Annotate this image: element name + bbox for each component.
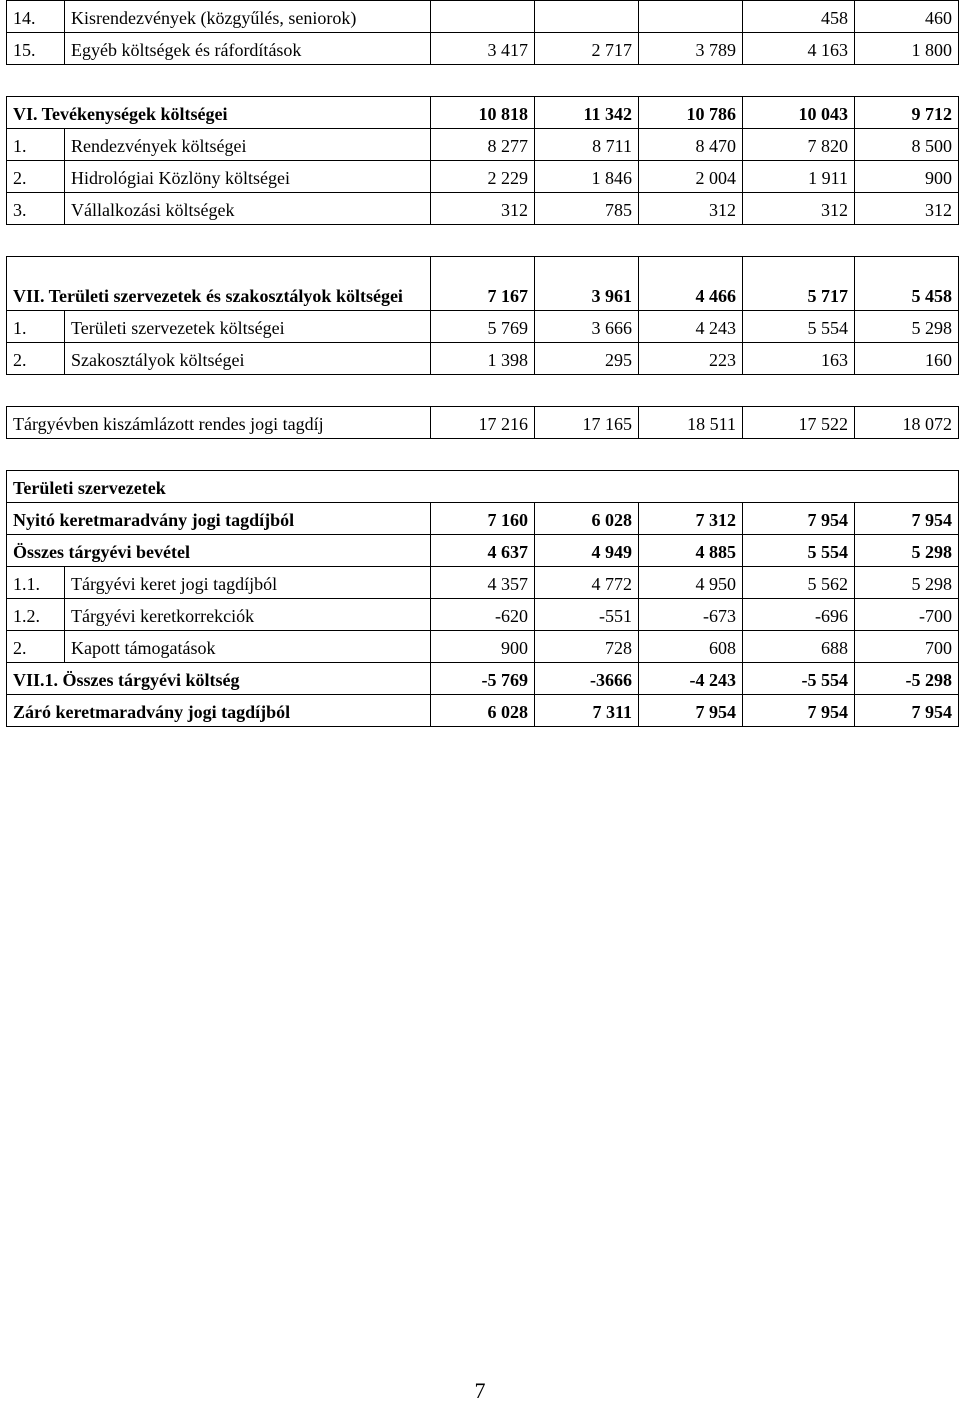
cell-value: 1 398	[431, 343, 535, 375]
cell-value: 2 229	[431, 161, 535, 193]
cell-value: -620	[431, 599, 535, 631]
row-label: Szakosztályok költségei	[65, 343, 431, 375]
cell-value: -551	[535, 599, 639, 631]
row-index: 2.	[7, 161, 65, 193]
cell-value: -4 243	[639, 663, 743, 695]
cell-value: 728	[535, 631, 639, 663]
table-row	[7, 599, 959, 631]
table-row	[7, 663, 959, 695]
cell-value: 3 789	[639, 33, 743, 65]
table-spacer	[7, 225, 959, 257]
table-row	[7, 193, 959, 225]
cell-value: 5 554	[743, 311, 855, 343]
cell-value: 900	[431, 631, 535, 663]
table-row	[7, 503, 959, 535]
cell-value: 312	[639, 193, 743, 225]
cell-value: 10 818	[431, 97, 535, 129]
cell-value: 8 711	[535, 129, 639, 161]
cell-value: 18 511	[639, 407, 743, 439]
table-spacer	[7, 375, 959, 407]
row-index: 2.	[7, 343, 65, 375]
row-label: Rendezvények költségei	[65, 129, 431, 161]
table-row	[7, 695, 959, 727]
table-row	[7, 161, 959, 193]
table-row	[7, 471, 959, 503]
table-row	[7, 407, 959, 439]
cell-value: 163	[743, 343, 855, 375]
cell-value: 3 666	[535, 311, 639, 343]
table-row	[7, 97, 959, 129]
row-label: Kisrendezvények (közgyűlés, seniorok)	[65, 1, 431, 33]
cell-value: 18 072	[855, 407, 959, 439]
cell-value: 5 458	[855, 257, 959, 311]
cell-value: 7 954	[743, 695, 855, 727]
cell-value: 458	[743, 1, 855, 33]
cell-value: 312	[743, 193, 855, 225]
cell-value: 7 167	[431, 257, 535, 311]
cell-value: 5 298	[855, 535, 959, 567]
cell-value: 10 786	[639, 97, 743, 129]
cell-value: 8 470	[639, 129, 743, 161]
row-label: Hidrológiai Közlöny költségei	[65, 161, 431, 193]
row-label: Vállalkozási költségek	[65, 193, 431, 225]
cell-value: 8 500	[855, 129, 959, 161]
cell-value: 1 800	[855, 33, 959, 65]
table-spacer	[7, 65, 959, 97]
cell-value: 4 466	[639, 257, 743, 311]
table-row	[7, 631, 959, 663]
cell-value: 3 417	[431, 33, 535, 65]
cell-value: 900	[855, 161, 959, 193]
cell-value: 460	[855, 1, 959, 33]
cell-value: 5 298	[855, 311, 959, 343]
cell-value: 4 949	[535, 535, 639, 567]
cell-value: 11 342	[535, 97, 639, 129]
cell-value: 17 165	[535, 407, 639, 439]
table-row	[7, 311, 959, 343]
cell-value: 1 846	[535, 161, 639, 193]
cell-value: 7 160	[431, 503, 535, 535]
row-label: Nyitó keretmaradvány jogi tagdíjból	[7, 503, 431, 535]
cell-value: -3666	[535, 663, 639, 695]
table-row	[7, 129, 959, 161]
cell-value: 2 717	[535, 33, 639, 65]
section-heading: Területi szervezetek	[7, 471, 959, 503]
cell-value: 2 004	[639, 161, 743, 193]
row-label: Összes tárgyévi bevétel	[7, 535, 431, 567]
table-row	[7, 567, 959, 599]
table-spacer	[7, 439, 959, 471]
table-row	[7, 1, 959, 33]
row-index: 14.	[7, 1, 65, 33]
row-label: VI. Tevékenységek költségei	[7, 97, 431, 129]
cell-value: 4 637	[431, 535, 535, 567]
cell-value: -700	[855, 599, 959, 631]
cell-value: 5 717	[743, 257, 855, 311]
cell-value	[535, 1, 639, 33]
cell-value: 6 028	[535, 503, 639, 535]
cell-value: 785	[535, 193, 639, 225]
row-label: Tárgyévi keret jogi tagdíjból	[65, 567, 431, 599]
cell-value: 17 216	[431, 407, 535, 439]
cell-value: 7 954	[743, 503, 855, 535]
cell-value: 160	[855, 343, 959, 375]
table-row	[7, 343, 959, 375]
cell-value: 295	[535, 343, 639, 375]
table-row	[7, 33, 959, 65]
cell-value: 4 772	[535, 567, 639, 599]
cell-value: -5 769	[431, 663, 535, 695]
cell-value: 223	[639, 343, 743, 375]
row-index: 1.1.	[7, 567, 65, 599]
row-index: 1.	[7, 129, 65, 161]
row-label: VII.1. Összes tárgyévi költség	[7, 663, 431, 695]
row-label: Területi szervezetek költségei	[65, 311, 431, 343]
cell-value: 5 562	[743, 567, 855, 599]
cell-value: 17 522	[743, 407, 855, 439]
cell-value: 700	[855, 631, 959, 663]
row-label: Egyéb költségek és ráfordítások	[65, 33, 431, 65]
cell-value: 7 954	[855, 503, 959, 535]
cell-value: -673	[639, 599, 743, 631]
cell-value: -5 298	[855, 663, 959, 695]
cell-value: 5 769	[431, 311, 535, 343]
cell-value: 6 028	[431, 695, 535, 727]
cell-value: 4 243	[639, 311, 743, 343]
cell-value: 312	[855, 193, 959, 225]
table-row	[7, 535, 959, 567]
row-label: Tárgyévi keretkorrekciók	[65, 599, 431, 631]
cell-value: 312	[431, 193, 535, 225]
cell-value: 7 954	[855, 695, 959, 727]
cell-value	[639, 1, 743, 33]
cell-value: 4 950	[639, 567, 743, 599]
row-index: 15.	[7, 33, 65, 65]
cell-value: 4 163	[743, 33, 855, 65]
row-label: Záró keretmaradvány jogi tagdíjból	[7, 695, 431, 727]
table-row	[7, 257, 959, 311]
row-index: 1.2.	[7, 599, 65, 631]
page-number: 7	[474, 1378, 486, 1403]
cost-table	[6, 0, 959, 727]
row-index: 3.	[7, 193, 65, 225]
cell-value: 7 954	[639, 695, 743, 727]
cell-value: 7 312	[639, 503, 743, 535]
cell-value: 1 911	[743, 161, 855, 193]
cell-value: 9 712	[855, 97, 959, 129]
cell-value: 8 277	[431, 129, 535, 161]
cell-value: 688	[743, 631, 855, 663]
cell-value: -5 554	[743, 663, 855, 695]
cell-value: 3 961	[535, 257, 639, 311]
cell-value: 4 885	[639, 535, 743, 567]
cell-value: -696	[743, 599, 855, 631]
row-label: VII. Területi szervezetek és szakosztályok költségei	[7, 257, 431, 311]
cell-value: 7 820	[743, 129, 855, 161]
row-index: 2.	[7, 631, 65, 663]
row-label: Tárgyévben kiszámlázott rendes jogi tagdíj	[7, 407, 431, 439]
cell-value: 608	[639, 631, 743, 663]
row-label: Kapott támogatások	[65, 631, 431, 663]
cell-value: 4 357	[431, 567, 535, 599]
cell-value	[431, 1, 535, 33]
cell-value: 10 043	[743, 97, 855, 129]
cell-value: 5 298	[855, 567, 959, 599]
cell-value: 5 554	[743, 535, 855, 567]
row-index: 1.	[7, 311, 65, 343]
cell-value: 7 311	[535, 695, 639, 727]
